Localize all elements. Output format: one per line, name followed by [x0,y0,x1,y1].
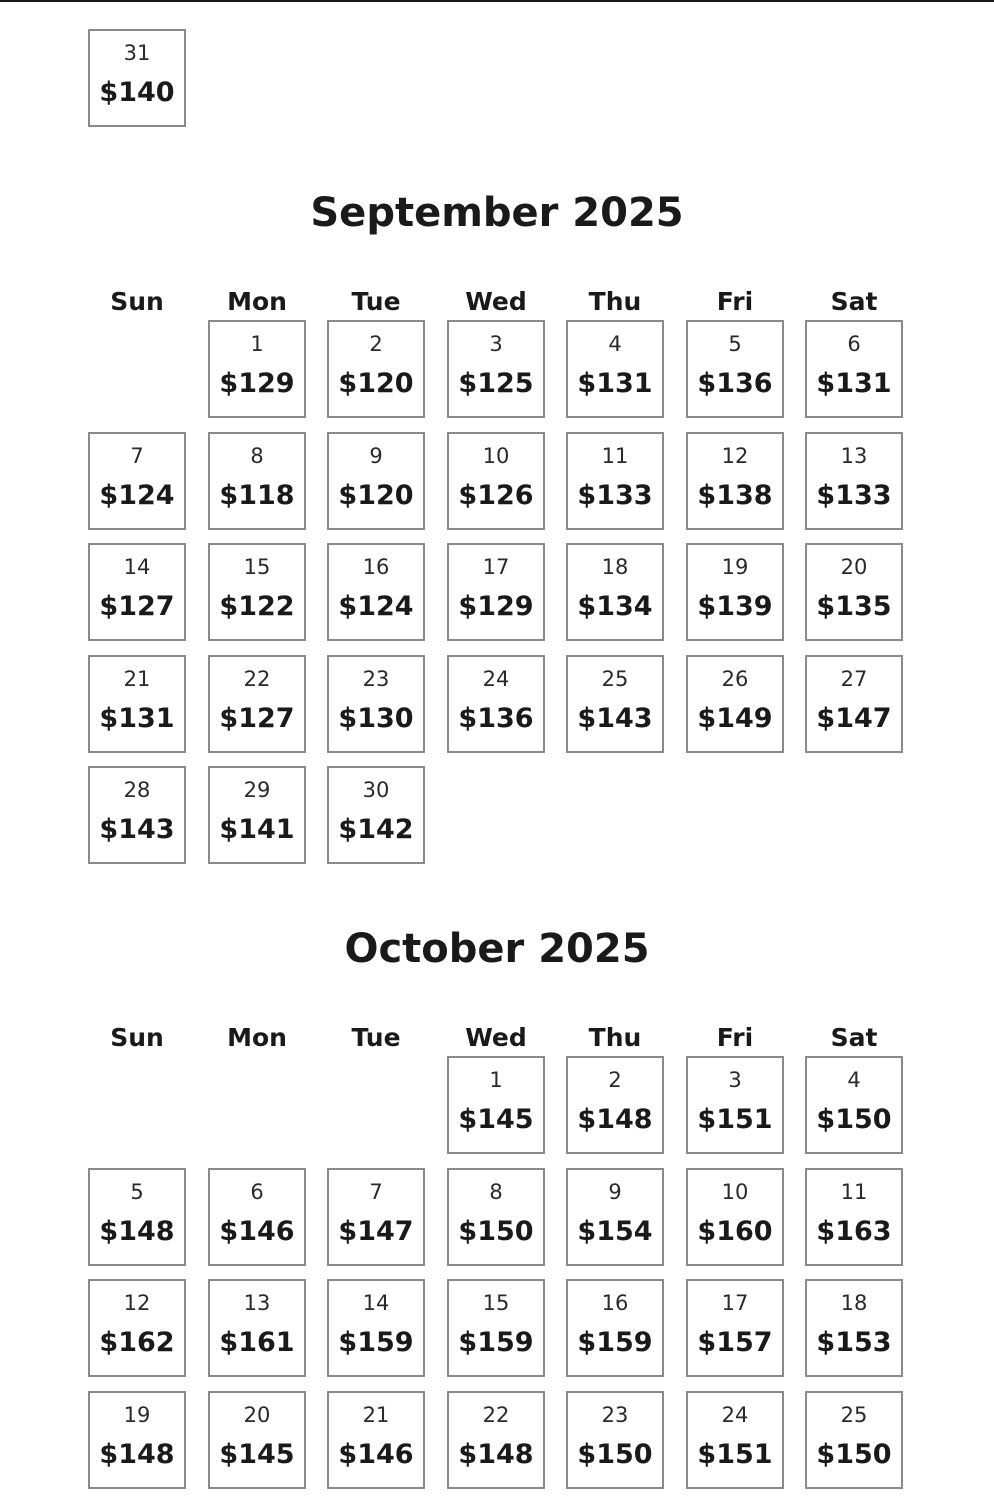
day-price: $142 [338,814,414,845]
month-title: October 2025 [344,926,650,972]
day-number: 9 [608,1180,622,1204]
day-price: $150 [816,1439,892,1470]
day-price: $143 [577,703,653,734]
day-number: 13 [243,1291,271,1315]
day-cell[interactable] [805,1279,903,1377]
day-number: 13 [840,444,868,468]
day-price: $125 [458,368,534,399]
day-number: 9 [369,444,383,468]
day-cell[interactable] [208,432,306,530]
day-number: 26 [721,667,749,691]
day-number: 16 [362,555,390,579]
day-number: 6 [847,332,861,356]
day-number: 12 [123,1291,151,1315]
day-number: 23 [601,1403,629,1427]
day-cell[interactable] [686,1168,784,1266]
day-price: $154 [577,1216,653,1247]
day-price: $122 [219,591,295,622]
weekday-header-fri: Fri [716,1023,754,1052]
day-number: 21 [362,1403,390,1427]
day-number: 4 [847,1068,861,1092]
day-cell[interactable] [686,1056,784,1154]
day-price: $148 [458,1439,534,1470]
day-number: 5 [728,332,742,356]
day-price: $131 [577,368,653,399]
day-price: $153 [816,1327,892,1358]
day-cell[interactable] [566,432,664,530]
day-price: $145 [458,1104,534,1135]
weekday-header-sat: Sat [830,287,878,316]
day-cell[interactable] [327,766,425,864]
day-cell[interactable] [208,1391,306,1489]
weekday-header-wed: Wed [465,1023,527,1052]
day-price: $135 [816,591,892,622]
day-number: 20 [243,1403,271,1427]
day-price: $120 [338,368,414,399]
weekday-header-mon: Mon [227,287,287,316]
day-number: 23 [362,667,390,691]
day-number: 7 [130,444,144,468]
day-cell[interactable] [805,1168,903,1266]
weekday-header-tue: Tue [351,287,401,316]
day-price: $151 [697,1104,773,1135]
day-number: 2 [608,1068,622,1092]
day-number: 2 [369,332,383,356]
day-cell[interactable] [447,1168,545,1266]
day-price: $145 [219,1439,295,1470]
day-price: $160 [697,1216,773,1247]
day-cell[interactable] [208,766,306,864]
day-number: 20 [840,555,868,579]
day-number: 10 [721,1180,749,1204]
day-cell[interactable] [686,655,784,753]
day-number: 24 [482,667,510,691]
day-cell[interactable] [327,655,425,753]
day-price: $136 [458,703,534,734]
day-number: 11 [840,1180,868,1204]
day-cell[interactable] [805,320,903,418]
day-cell[interactable] [566,1279,664,1377]
day-cell[interactable] [805,655,903,753]
day-price: $133 [577,480,653,511]
weekday-header-sun: Sun [110,1023,164,1052]
day-price: $129 [458,591,534,622]
day-price: $151 [697,1439,773,1470]
day-number: 1 [250,332,264,356]
day-price: $162 [99,1327,175,1358]
day-number: 12 [721,444,749,468]
day-cell[interactable] [447,432,545,530]
day-number: 7 [369,1180,383,1204]
day-price: $133 [816,480,892,511]
day-cell[interactable] [447,1391,545,1489]
day-number: 18 [601,555,629,579]
day-price: $163 [816,1216,892,1247]
day-price: $139 [697,591,773,622]
day-cell[interactable] [686,1279,784,1377]
day-cell[interactable] [447,320,545,418]
day-price: $136 [697,368,773,399]
day-cell[interactable] [327,1279,425,1377]
day-number: 17 [721,1291,749,1315]
day-cell[interactable] [566,1056,664,1154]
day-price: $146 [338,1439,414,1470]
day-number: 5 [130,1180,144,1204]
day-cell[interactable] [327,1391,425,1489]
day-number: 3 [728,1068,742,1092]
day-price: $131 [99,703,175,734]
day-price: $126 [458,480,534,511]
day-number: 25 [601,667,629,691]
day-number: 25 [840,1403,868,1427]
day-number: 14 [123,555,151,579]
day-price: $124 [338,591,414,622]
day-price: $148 [99,1216,175,1247]
day-cell[interactable] [327,1168,425,1266]
day-price: $161 [219,1327,295,1358]
day-price: $127 [99,591,175,622]
day-cell[interactable] [88,655,186,753]
weekday-header-wed: Wed [465,287,527,316]
day-number: 18 [840,1291,868,1315]
day-cell[interactable] [686,543,784,641]
day-price: $150 [577,1439,653,1470]
day-cell[interactable] [566,1168,664,1266]
day-cell[interactable] [566,543,664,641]
day-number: 31 [123,41,151,65]
day-number: 16 [601,1291,629,1315]
day-cell[interactable] [447,1279,545,1377]
day-number: 15 [243,555,271,579]
weekday-header-thu: Thu [588,1023,642,1052]
day-price: $130 [338,703,414,734]
day-cell[interactable] [686,1391,784,1489]
day-price: $129 [219,368,295,399]
day-price: $134 [577,591,653,622]
day-price: $159 [338,1327,414,1358]
day-number: 10 [482,444,510,468]
day-price: $143 [99,814,175,845]
day-cell[interactable] [566,655,664,753]
weekday-header-fri: Fri [716,287,754,316]
day-price: $157 [697,1327,773,1358]
day-cell[interactable] [208,1168,306,1266]
day-cell[interactable] [208,655,306,753]
day-cell[interactable] [805,543,903,641]
day-cell[interactable] [208,543,306,641]
day-price: $118 [219,480,295,511]
day-price: $140 [99,77,175,108]
day-price: $150 [458,1216,534,1247]
day-cell[interactable] [447,1056,545,1154]
day-price: $159 [458,1327,534,1358]
day-number: 22 [482,1403,510,1427]
day-price: $159 [577,1327,653,1358]
day-cell[interactable] [88,766,186,864]
day-cell[interactable] [208,1279,306,1377]
day-number: 15 [482,1291,510,1315]
day-cell[interactable] [447,543,545,641]
day-cell[interactable] [88,1168,186,1266]
day-cell[interactable] [327,432,425,530]
day-price: $147 [816,703,892,734]
day-price: $148 [577,1104,653,1135]
day-cell[interactable] [88,432,186,530]
day-price: $138 [697,480,773,511]
day-number: 1 [489,1068,503,1092]
weekday-header-sat: Sat [830,1023,878,1052]
day-number: 29 [243,778,271,802]
day-price: $127 [219,703,295,734]
day-cell[interactable] [88,29,186,127]
day-cell[interactable] [208,320,306,418]
day-number: 28 [123,778,151,802]
weekday-header-mon: Mon [227,1023,287,1052]
day-number: 14 [362,1291,390,1315]
day-cell[interactable] [88,543,186,641]
day-number: 17 [482,555,510,579]
day-cell[interactable] [566,320,664,418]
day-number: 19 [123,1403,151,1427]
day-number: 21 [123,667,151,691]
day-price: $149 [697,703,773,734]
day-number: 4 [608,332,622,356]
day-cell[interactable] [88,1279,186,1377]
weekday-header-sun: Sun [110,287,164,316]
day-price: $141 [219,814,295,845]
day-number: 19 [721,555,749,579]
day-price: $148 [99,1439,175,1470]
day-price: $146 [219,1216,295,1247]
day-cell[interactable] [566,1391,664,1489]
weekday-header-tue: Tue [351,1023,401,1052]
day-cell[interactable] [686,432,784,530]
day-number: 30 [362,778,390,802]
day-number: 24 [721,1403,749,1427]
day-cell[interactable] [686,320,784,418]
day-number: 6 [250,1180,264,1204]
day-cell[interactable] [805,1391,903,1489]
day-price: $131 [816,368,892,399]
day-cell[interactable] [88,1391,186,1489]
day-price: $150 [816,1104,892,1135]
day-cell[interactable] [805,1056,903,1154]
day-number: 22 [243,667,271,691]
day-price: $120 [338,480,414,511]
top-divider [0,0,994,2]
day-cell[interactable] [327,320,425,418]
day-number: 8 [489,1180,503,1204]
month-title: September 2025 [310,190,684,236]
day-number: 27 [840,667,868,691]
day-price: $124 [99,480,175,511]
day-cell[interactable] [447,655,545,753]
day-number: 3 [489,332,503,356]
day-cell[interactable] [327,543,425,641]
day-number: 11 [601,444,629,468]
weekday-header-thu: Thu [588,287,642,316]
day-cell[interactable] [805,432,903,530]
day-number: 8 [250,444,264,468]
day-price: $147 [338,1216,414,1247]
